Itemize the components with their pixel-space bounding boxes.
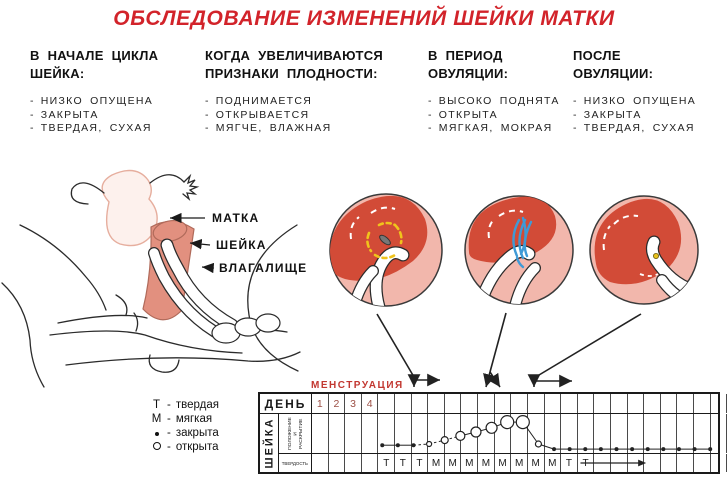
label-uterus: МАТКА bbox=[212, 211, 260, 225]
hardness-cell bbox=[345, 454, 362, 472]
position-cell bbox=[528, 414, 545, 453]
column-item: - ОТКРЫВАЕТСЯ bbox=[205, 108, 310, 121]
position-cell bbox=[511, 414, 528, 453]
legend-symbol: М bbox=[151, 413, 162, 425]
column-item: - ВЫСОКО ПОДНЯТА bbox=[428, 95, 560, 108]
column-heading: В НАЧАЛЕ ЦИКЛА ШЕЙКА: bbox=[30, 48, 159, 81]
column-item: - ТВЕРДАЯ, СУХАЯ bbox=[573, 122, 695, 135]
cervix-view-after-ovulation bbox=[588, 194, 700, 306]
position-cell bbox=[561, 414, 578, 453]
day-cell bbox=[461, 394, 478, 413]
column-heading: КОГДА УВЕЛИЧИВАЮТСЯ ПРИЗНАКИ ПЛОДНОСТИ: bbox=[205, 48, 384, 81]
column-item: - МЯГКАЯ, МОКРАЯ bbox=[428, 122, 553, 135]
position-cell bbox=[362, 414, 379, 453]
position-cell bbox=[578, 414, 595, 453]
chart-day-label: ДЕНЬ bbox=[260, 394, 312, 414]
day-cell bbox=[611, 394, 628, 413]
legend-row: - закрыта bbox=[149, 426, 219, 440]
hardness-cell: Т bbox=[561, 454, 578, 472]
legend-row: Т - твердая bbox=[149, 398, 219, 412]
hardness-cell: М bbox=[428, 454, 445, 472]
day-cell: 3 bbox=[345, 394, 362, 413]
position-cell bbox=[312, 414, 329, 453]
day-cell: 2 bbox=[329, 394, 346, 413]
column-fertility-signs bbox=[205, 47, 423, 136]
chart-hardness-row bbox=[312, 454, 718, 472]
day-cell bbox=[677, 394, 694, 413]
day-cell bbox=[445, 394, 462, 413]
position-cell bbox=[677, 414, 694, 453]
column-items bbox=[573, 95, 696, 136]
cervix-view-ovulation bbox=[463, 194, 575, 306]
hardness-cell: Т bbox=[378, 454, 395, 472]
position-cell bbox=[594, 414, 611, 453]
day-cell bbox=[644, 394, 661, 413]
legend-label: закрыта bbox=[175, 427, 219, 439]
column-item: - ТВЕРДАЯ, СУХАЯ bbox=[30, 122, 152, 135]
day-cell bbox=[478, 394, 495, 413]
hardness-cell bbox=[661, 454, 678, 472]
legend-label: открыта bbox=[175, 441, 219, 453]
day-cell bbox=[661, 394, 678, 413]
position-cell bbox=[378, 414, 395, 453]
position-cell bbox=[428, 414, 445, 453]
position-cell bbox=[661, 414, 678, 453]
hardness-cell: М bbox=[461, 454, 478, 472]
chart-hardness-label-cell bbox=[279, 454, 312, 472]
label-vagina: ВЛАГАЛИЩЕ bbox=[219, 261, 308, 275]
hardness-cell: М bbox=[511, 454, 528, 472]
column-item: - ЗАКРЫТА bbox=[30, 108, 99, 121]
legend-row: М - мягкая bbox=[149, 412, 219, 426]
day-cell bbox=[428, 394, 445, 413]
hardness-cell bbox=[362, 454, 379, 472]
chart-group-label-cell bbox=[260, 414, 279, 472]
legend bbox=[149, 398, 219, 454]
day-cell bbox=[378, 394, 395, 413]
position-cell bbox=[395, 414, 412, 453]
day-cell bbox=[528, 394, 545, 413]
day-cell bbox=[594, 394, 611, 413]
day-cell: 4 bbox=[362, 394, 379, 413]
hardness-cell bbox=[628, 454, 645, 472]
column-item: - ЗАКРЫТА bbox=[573, 108, 642, 121]
day-cell bbox=[628, 394, 645, 413]
chart-day-row bbox=[312, 394, 718, 414]
legend-symbol bbox=[149, 440, 164, 454]
column-heading: В ПЕРИОД ОВУЛЯЦИИ: bbox=[428, 48, 509, 81]
info-columns bbox=[0, 47, 728, 147]
column-after-ovulation bbox=[573, 47, 696, 136]
column-items bbox=[428, 95, 560, 136]
column-item: - ОТКРЫТА bbox=[428, 108, 498, 121]
day-cell bbox=[711, 394, 728, 413]
day-cell bbox=[561, 394, 578, 413]
day-cell: 1 bbox=[312, 394, 329, 413]
chart-position-row bbox=[312, 414, 718, 454]
hardness-cell: М bbox=[495, 454, 512, 472]
chart-group-label: ШЕЙКА bbox=[263, 417, 275, 469]
position-cell bbox=[412, 414, 429, 453]
position-cell bbox=[495, 414, 512, 453]
day-cell bbox=[578, 394, 595, 413]
day-cell bbox=[412, 394, 429, 413]
position-cell bbox=[545, 414, 562, 453]
position-cell bbox=[694, 414, 711, 453]
position-cell bbox=[329, 414, 346, 453]
chart-position-label: ПОЛОЖЕНИЕ И РАСКРЫТИЕ bbox=[286, 416, 304, 450]
hardness-cell bbox=[611, 454, 628, 472]
chart-hardness-label: ТВЕРДОСТЬ bbox=[281, 460, 309, 466]
column-items bbox=[30, 95, 195, 136]
column-cycle-start bbox=[30, 47, 195, 136]
position-cell bbox=[478, 414, 495, 453]
position-cell bbox=[345, 414, 362, 453]
cervix-view-start-of-cycle bbox=[327, 191, 445, 309]
column-ovulation bbox=[428, 47, 560, 136]
hardness-cell: М bbox=[478, 454, 495, 472]
hardness-cell: Т bbox=[578, 454, 595, 472]
column-item: - МЯГЧЕ, ВЛАЖНАЯ bbox=[205, 122, 332, 135]
column-items bbox=[205, 95, 423, 136]
hardness-cell bbox=[312, 454, 329, 472]
column-item: - НИЗКО ОПУЩЕНА bbox=[573, 95, 697, 108]
position-cell bbox=[644, 414, 661, 453]
hardness-cell bbox=[677, 454, 694, 472]
hardness-cell: М bbox=[445, 454, 462, 472]
legend-symbol: Т bbox=[152, 399, 161, 411]
hardness-cell: Т bbox=[412, 454, 429, 472]
hardness-cell bbox=[711, 454, 728, 472]
legend-row: - открыта bbox=[149, 440, 219, 454]
hardness-cell bbox=[644, 454, 661, 472]
day-cell bbox=[694, 394, 711, 413]
position-cell bbox=[611, 414, 628, 453]
chart-menstruation-label: МЕНСТРУАЦИЯ bbox=[311, 380, 404, 391]
position-cell bbox=[445, 414, 462, 453]
hardness-cell: М bbox=[528, 454, 545, 472]
legend-label: мягкая bbox=[175, 413, 213, 425]
label-cervix: ШЕЙКА bbox=[216, 238, 267, 252]
day-cell bbox=[495, 394, 512, 413]
hardness-cell: М bbox=[545, 454, 562, 472]
hardness-cell: Т bbox=[395, 454, 412, 472]
hardness-cell bbox=[329, 454, 346, 472]
day-cell bbox=[511, 394, 528, 413]
hardness-cell bbox=[694, 454, 711, 472]
position-cell bbox=[711, 414, 728, 453]
position-cell bbox=[461, 414, 478, 453]
legend-label: твердая bbox=[175, 399, 219, 411]
legend-symbol bbox=[149, 426, 164, 440]
day-cell bbox=[545, 394, 562, 413]
hardness-cell bbox=[594, 454, 611, 472]
column-item: - ПОДНИМАЕТСЯ bbox=[205, 95, 313, 108]
chart-position-label-cell bbox=[279, 414, 312, 454]
column-heading: ПОСЛЕ ОВУЛЯЦИИ: bbox=[573, 48, 654, 81]
page-title: ОБСЛЕДОВАНИЕ ИЗМЕНЕНИЙ ШЕЙКИ МАТКИ bbox=[113, 7, 615, 30]
position-cell bbox=[628, 414, 645, 453]
day-cell bbox=[395, 394, 412, 413]
column-item: - НИЗКО ОПУЩЕНА bbox=[30, 95, 154, 108]
cervix-chart bbox=[258, 392, 720, 474]
